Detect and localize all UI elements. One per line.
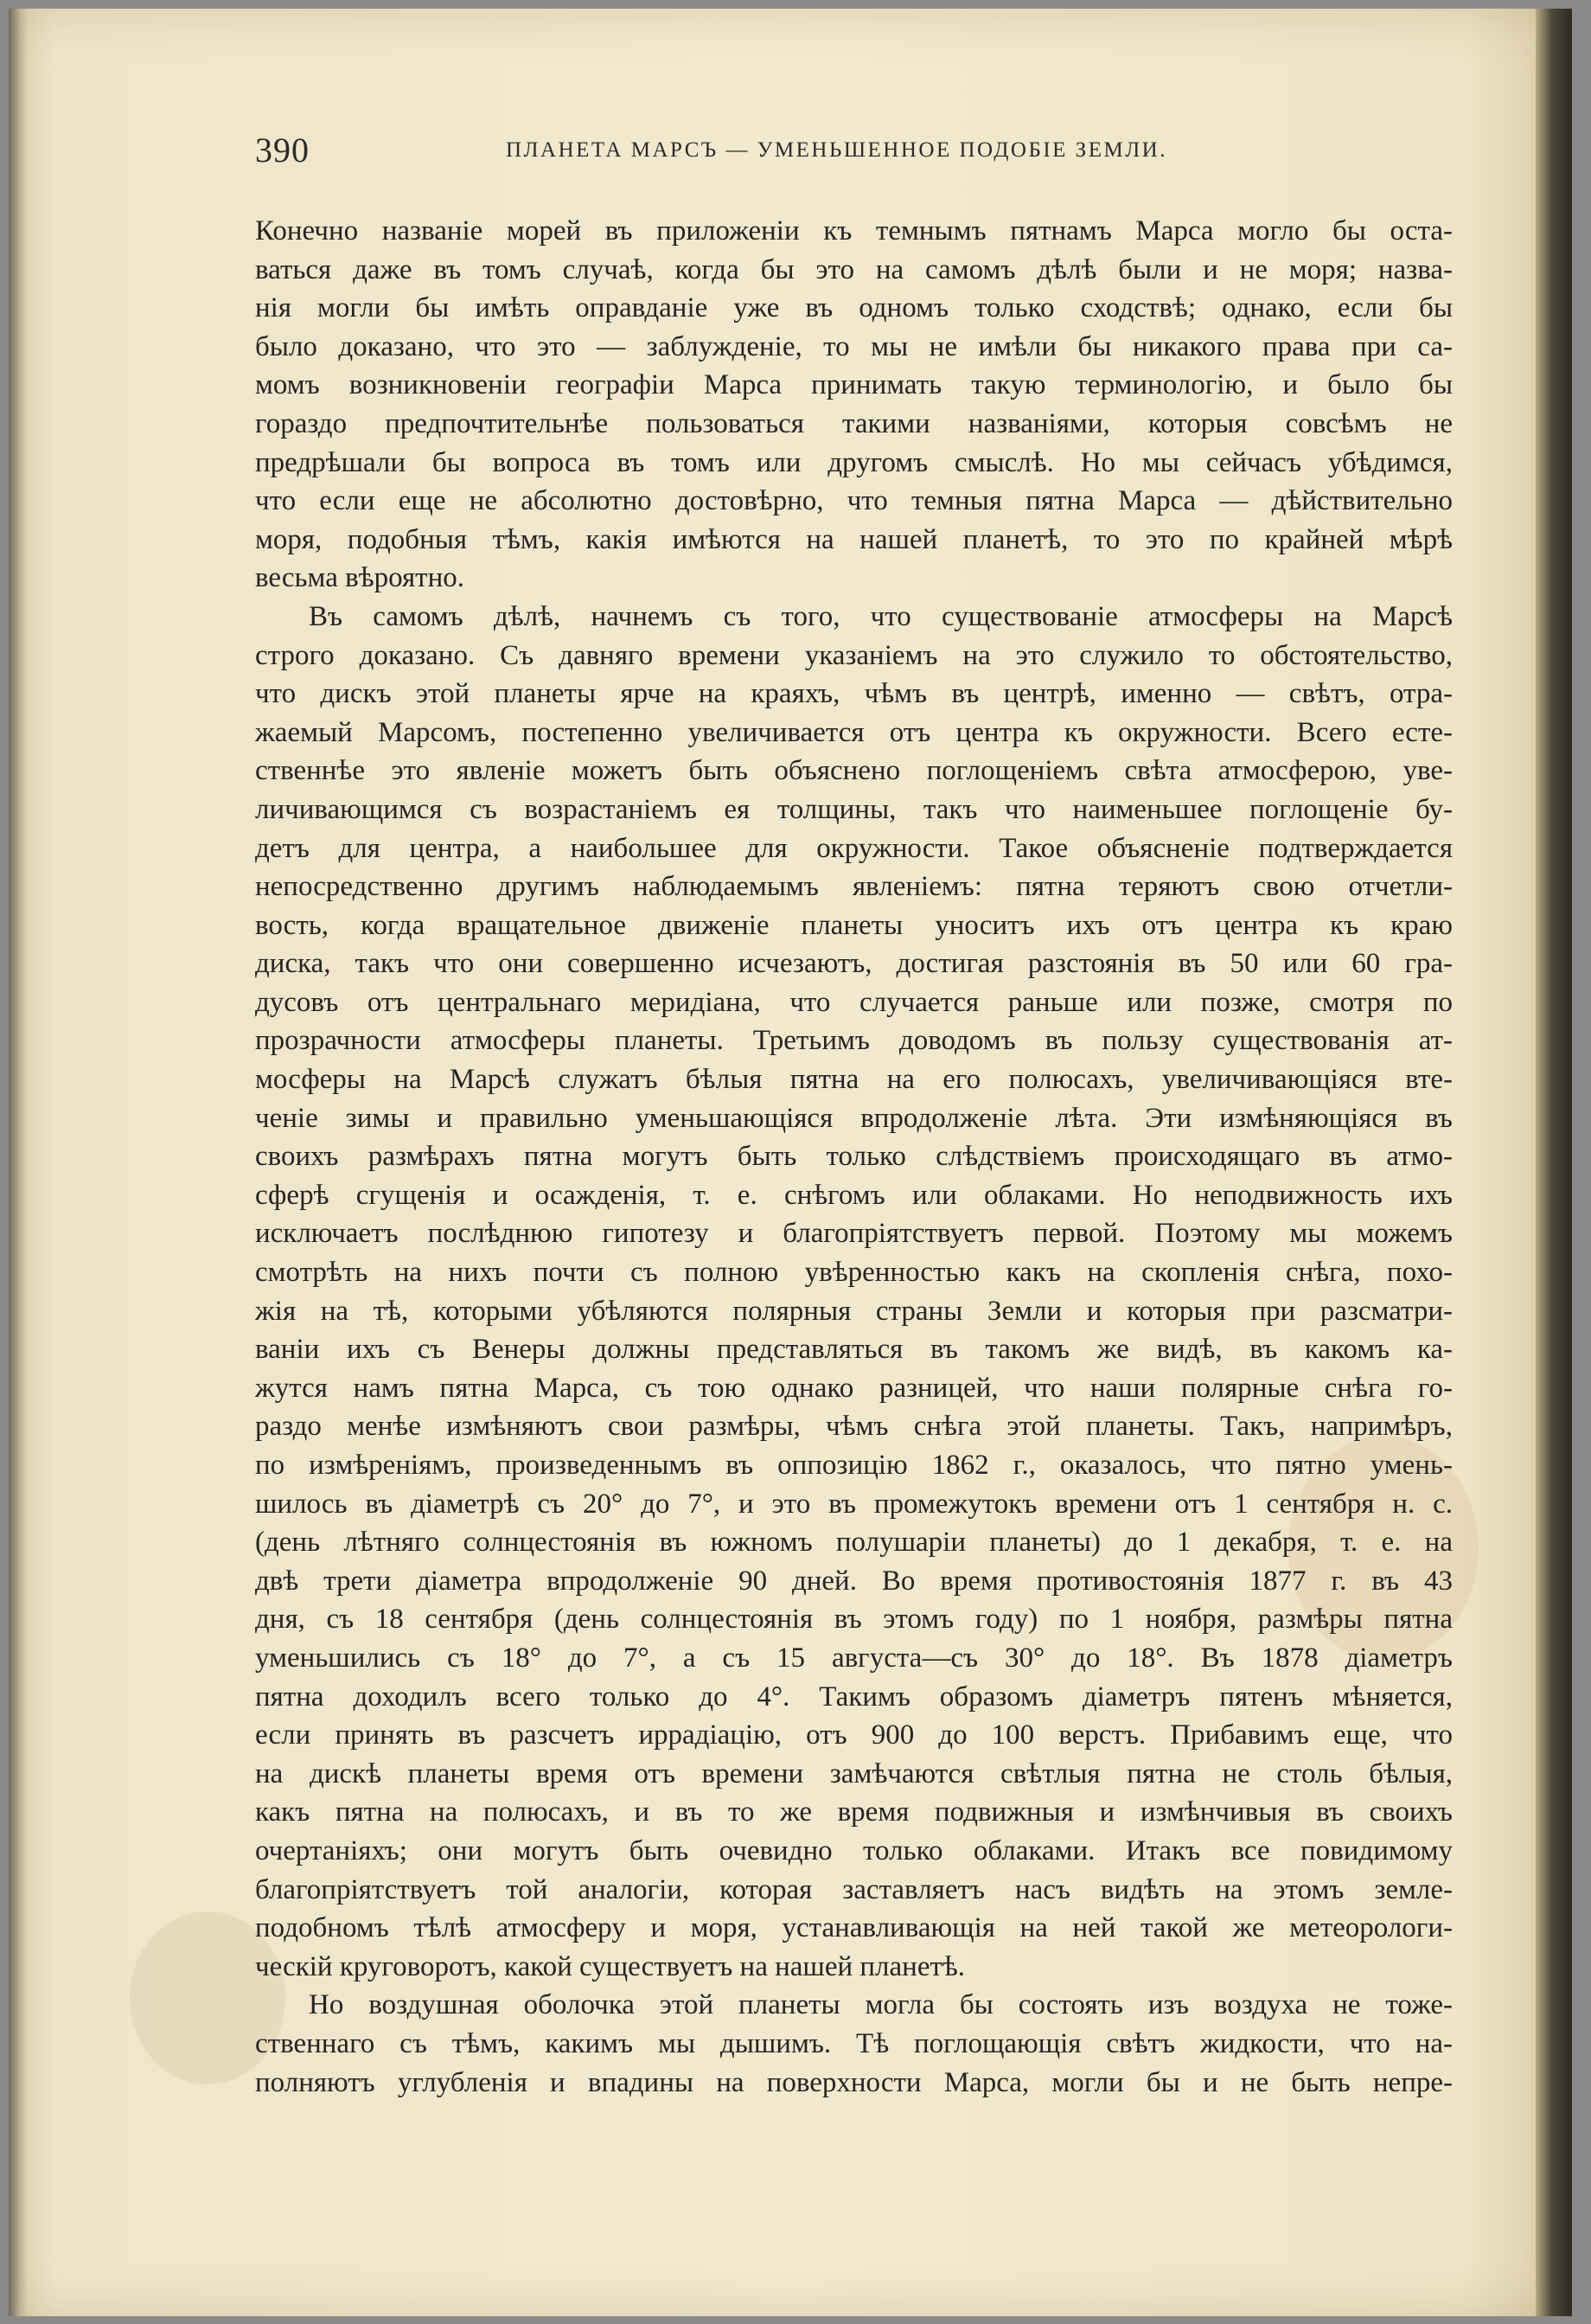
text-line: диска, такъ что они совершенно исчезаютъ, достигая разстоянія въ 50 или 60 гра-	[255, 948, 1453, 980]
text-line: исключаетъ послѣднюю гипотезу и благопріятствуетъ первой. Поэтому мы можемъ	[255, 1218, 1453, 1250]
text-line: смотрѣть на нихъ почти съ полною увѣренностью какъ на скопленія снѣга, похо-	[255, 1257, 1453, 1289]
text-line: момъ возникновеніи географіи Марса принимать такую терминологію, и было бы	[255, 369, 1453, 401]
text-line: если принять въ разсчетъ иррадіацію, отъ 900 до 100 верстъ. Прибавимъ еще, что	[255, 1719, 1453, 1751]
paragraph-start-line: Въ самомъ дѣлѣ, начнемъ съ того, что существованіе атмосферы на Марсѣ	[309, 600, 1453, 632]
text-line: прозрачности атмосферы планеты. Третьимъ доводомъ въ пользу существованія ат-	[255, 1025, 1453, 1057]
text-line: личивающимся съ возрастаніемъ ея толщины, такъ что наименьшее поглощеніе бу-	[255, 793, 1453, 825]
text-line: мосферы на Марсѣ служатъ бѣлыя пятна на его полюсахъ, увеличивающіяся вте-	[255, 1064, 1453, 1096]
text-line: детъ для центра, а наибольшее для окружности. Такое объясненіе подтверждается	[255, 832, 1453, 864]
text-line: дня, съ 18 сентября (день солнцестоянія въ этомъ году) по 1 ноября, размѣры пятна	[255, 1604, 1453, 1636]
text-line: строго доказано. Съ давняго времени указаніемъ на это служило то обстоятельство,	[255, 639, 1453, 671]
text-line: сферѣ сгущенія и осажденія, т. е. снѣгомъ или облаками. Но неподвижность ихъ	[255, 1179, 1453, 1211]
text-line: по измѣреніямъ, произведеннымъ въ оппозицію 1862 г., оказалось, что пятно умень-	[255, 1450, 1453, 1481]
text-line: двѣ трети діаметра впродолженіе 90 дней. Во время противостоянія 1877 г. въ 43	[255, 1565, 1453, 1597]
text-line: очертаніяхъ; они могутъ быть очевидно только облаками. Итакъ все повидимому	[255, 1834, 1453, 1866]
text-line: предрѣшали бы вопроса въ томъ или другомъ смыслѣ. Но мы сейчасъ убѣдимся,	[255, 446, 1453, 478]
running-head	[255, 130, 1453, 182]
text-line: (день лѣтняго солнцестоянія въ южномъ полушаріи планеты) до 1 декабря, т. е. на	[255, 1527, 1453, 1559]
page-number: 390	[255, 131, 310, 170]
text-line: Конечно названіе морей въ приложеніи къ темнымъ пятнамъ Марса могло бы оста-	[255, 215, 1453, 246]
text-line: что дискъ этой планеты ярче на краяхъ, чѣмъ въ центрѣ, именно — свѣтъ, отра-	[255, 678, 1453, 710]
text-line: жаемый Марсомъ, постепенно увеличивается отъ центра къ окружности. Всего есте-	[255, 716, 1453, 748]
text-line: весьма вѣроятно.	[255, 562, 464, 594]
text-line: подобномъ тѣлѣ атмосферу и моря, устанавливающія на ней такой же метеорологи-	[255, 1912, 1453, 1944]
text-line: ческій круговоротъ, какой существуетъ на нашей планетѣ.	[255, 1950, 966, 1982]
text-line: ственнаго съ тѣмъ, какимъ мы дышимъ. Тѣ поглощающія свѣтъ жидкости, что на-	[255, 2027, 1453, 2059]
paragraph-start-line: Но воздушная оболочка этой планеты могла бы состоять изъ воздуха не тоже-	[309, 1989, 1453, 2021]
text-line: ченіе зимы и правильно уменьшающіяся впродолженіе лѣта. Эти измѣняющіяся въ	[255, 1102, 1453, 1134]
text-line: дусовъ отъ центральнаго меридіана, что случается раньше или позже, смотря по	[255, 986, 1453, 1018]
text-line: гораздо предпочтительнѣе пользоваться такими названіями, которыя совсѣмъ не	[255, 407, 1453, 439]
text-line: на дискѣ планеты время отъ времени замѣчаются свѣтлыя пятна не столь бѣлыя,	[255, 1757, 1453, 1789]
page-binding-edge	[1536, 9, 1572, 2316]
text-line: жутся намъ пятна Марса, съ тою однако разницей, что наши полярные снѣга го-	[255, 1372, 1453, 1404]
page-left-edge	[9, 9, 28, 2316]
text-line: благопріятствуетъ той аналогіи, которая заставляетъ насъ видѣть на этомъ земле-	[255, 1873, 1453, 1905]
text-line: своихъ размѣрахъ пятна могутъ быть только слѣдствіемъ происходящаго въ атмо-	[255, 1141, 1453, 1173]
text-line: моря, подобныя тѣмъ, какія имѣются на нашей планетѣ, то это по крайней мѣрѣ	[255, 523, 1453, 555]
text-line: уменьшились съ 18° до 7°, а съ 15 августа—съ 30° до 18°. Въ 1878 діаметръ	[255, 1642, 1453, 1674]
text-line: ственнѣе это явленіе можетъ быть объяснено поглощеніемъ свѣта атмосферою, уве-	[255, 755, 1453, 787]
text-line: пятна доходилъ всего только до 4°. Такимъ образомъ діаметръ пятенъ мѣняется,	[255, 1681, 1453, 1713]
text-line: какъ пятна на полюсахъ, и въ то же время подвижныя и измѣнчивыя въ своихъ	[255, 1796, 1453, 1828]
body-text	[255, 212, 1453, 2102]
text-line: нія могли бы имѣть оправданіе уже въ одномъ только сходствѣ; однако, если бы	[255, 292, 1453, 324]
text-line: полняютъ углубленія и впадины на поверхности Марса, могли бы и не быть непре-	[255, 2066, 1453, 2098]
text-line: вость, когда вращательное движеніе планеты уноситъ ихъ отъ центра къ краю	[255, 909, 1453, 941]
text-line: ваться даже въ томъ случаѣ, когда бы это на самомъ дѣлѣ были и не моря; назва-	[255, 253, 1453, 285]
text-line: что если еще не абсолютно достовѣрно, что темныя пятна Марса — дѣйствительно	[255, 485, 1453, 517]
running-title: ПЛАНЕТА МАРСЪ — УМЕНЬШЕННОЕ ПОДОБІЕ ЗЕМЛИ.	[506, 138, 1167, 162]
text-line: жія на тѣ, которыми убѣляются полярныя страны Земли и которыя при разсматри-	[255, 1295, 1453, 1327]
text-line: было доказано, что это — заблужденіе, то мы не имѣли бы никакого права при са-	[255, 330, 1453, 362]
text-line: раздо менѣе измѣняютъ свои размѣры, чѣмъ снѣга этой планеты. Такъ, напримѣръ,	[255, 1411, 1453, 1443]
text-line: шилось въ діаметрѣ съ 20° до 7°, и это въ промежутокъ времени отъ 1 сентября н. с.	[255, 1488, 1453, 1520]
text-line: непосредственно другимъ наблюдаемымъ явленіемъ: пятна теряютъ свою отчетли-	[255, 871, 1453, 903]
text-line: ваніи ихъ съ Венеры должны представляться въ такомъ же видѣ, въ какомъ ка-	[255, 1334, 1453, 1366]
